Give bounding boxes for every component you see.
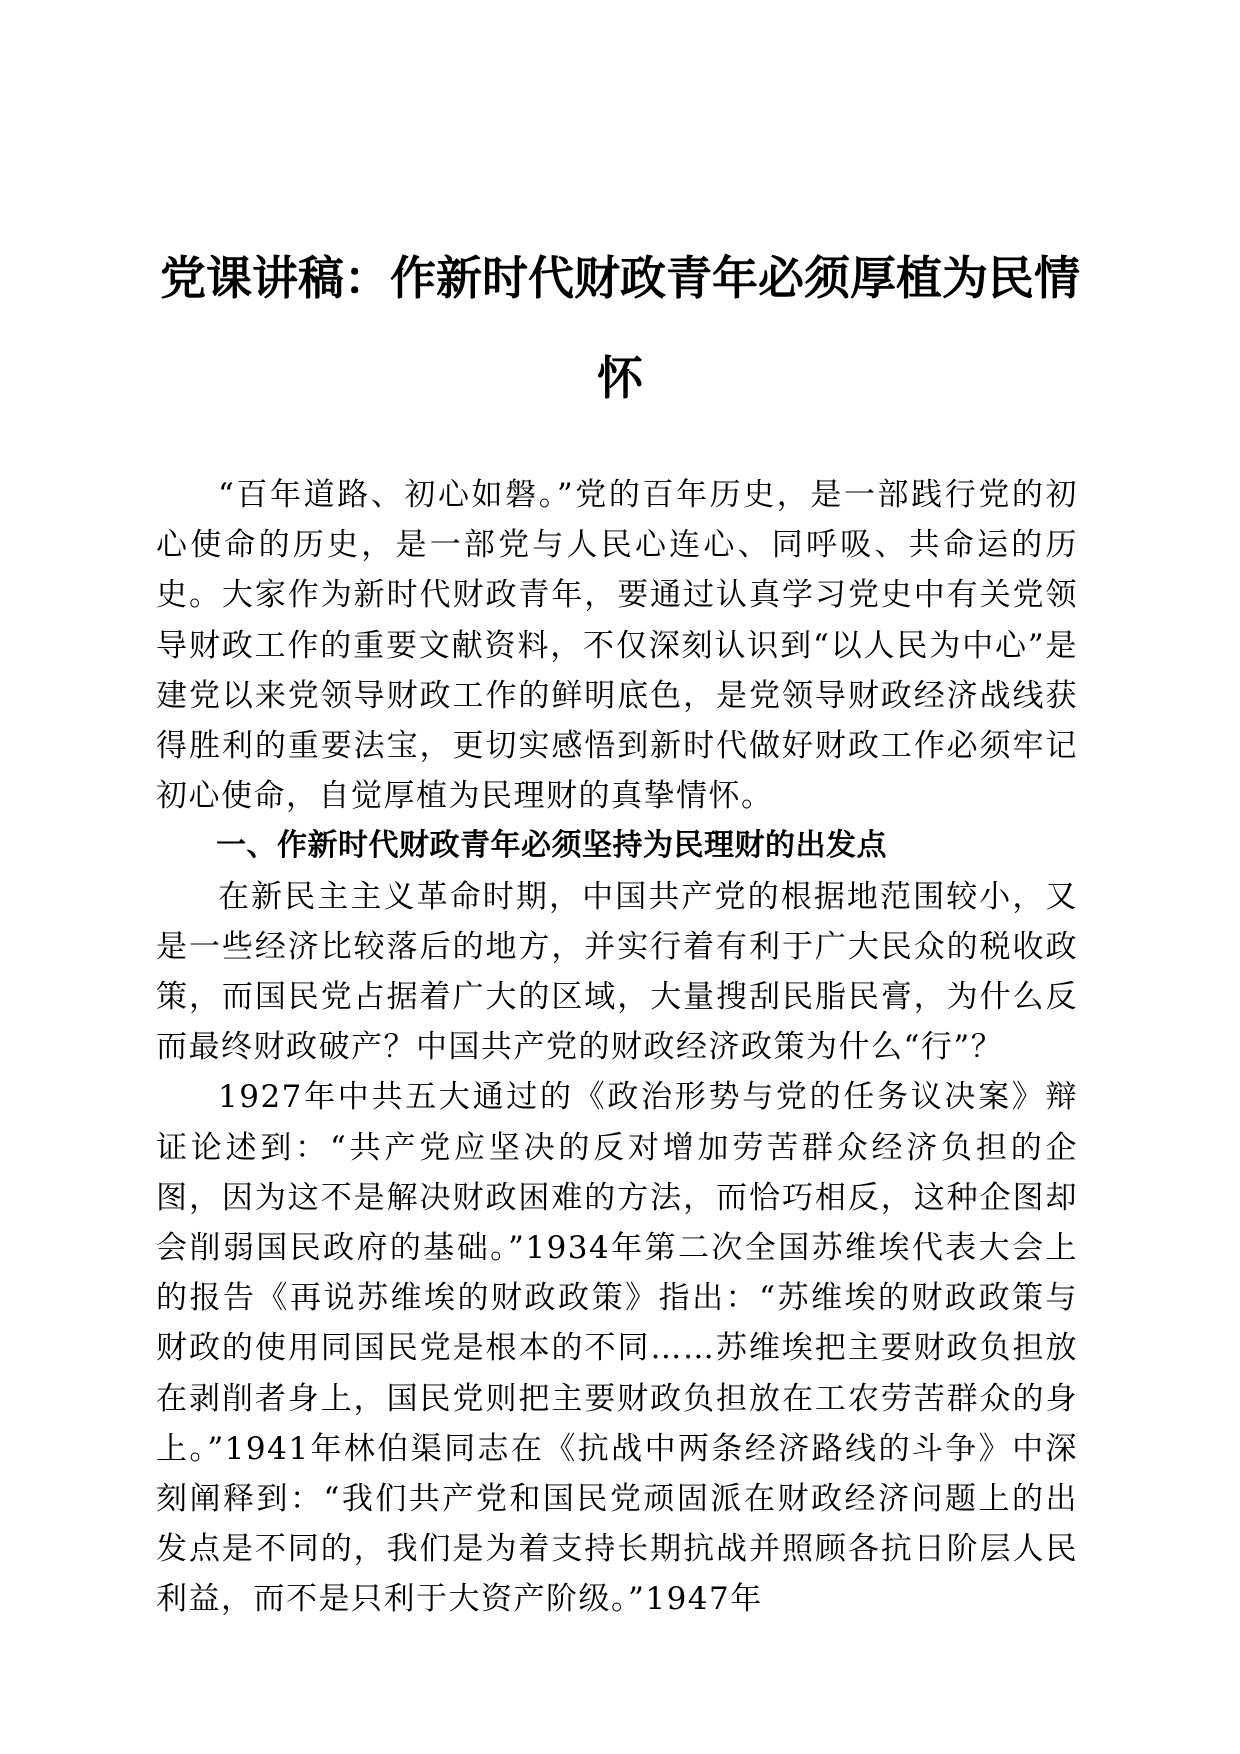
paragraph-history: 1927年中共五大通过的《政治形势与党的任务议决案》辩证论述到：“共产党应坚决的反对增加劳苦群众经济负担的企图，因为这不是解决财政困难的方法，而恰巧相反，这种企图却会削弱国民政府的基础。”1934年第二次全国苏维埃代表大会上的报告《再说苏维埃的财政政策》指出：“苏维埃的财政政策与财政的使用同国民党是根本的不同……苏维埃把主要财政负担放在剥削者身上，国民党则把主要财政负担放在工农劳苦群众的身上。”1941年林伯渠同志在《抗战中两条经济路线的斗争》中深刻阐释到：“我们共产党和国民党顽固派在财政经济问题上的出发点是不同的，我们是为着支持长期抗战并照顾各抗日阶层人民利益，而不是只利于大资产阶级。”1947年 [156,1079,1078,1618]
document-body [156,470,1078,1625]
paragraph-intro: “百年道路、初心如磐。”党的百年历史，是一部践行党的初心使命的历史，是一部党与人民心连心、同呼吸、共命运的历史。大家作为新时代财政青年，要通过认真学习党史中有关党领导财政工作的重要文献资料，不仅深刻认识到“以人民为中心”是建党以来党领导财政工作的鲜明底色，是党领导财政经济战线获得胜利的重要法宝，更切实感悟到新时代做好财政工作必须牢记初心使命，自觉厚植为民理财的真挚情怀。 [156,477,1078,815]
section-heading-1: 一、作新时代财政青年必须坚持为民理财的出发点 [216,828,887,864]
paragraph-question: 在新民主主义革命时期，中国共产党的根据地范围较小，又是一些经济比较落后的地方，并实行着有利于广大民众的税收政策，而国民党占据着广大的区域，大量搜刮民脂民膏，为什么反而最终财政破产？中国共产党的财政经济政策为什么“行”？ [156,878,1078,1066]
document-title: 党课讲稿：作新时代财政青年必须厚植为民情怀 [160,251,1080,405]
